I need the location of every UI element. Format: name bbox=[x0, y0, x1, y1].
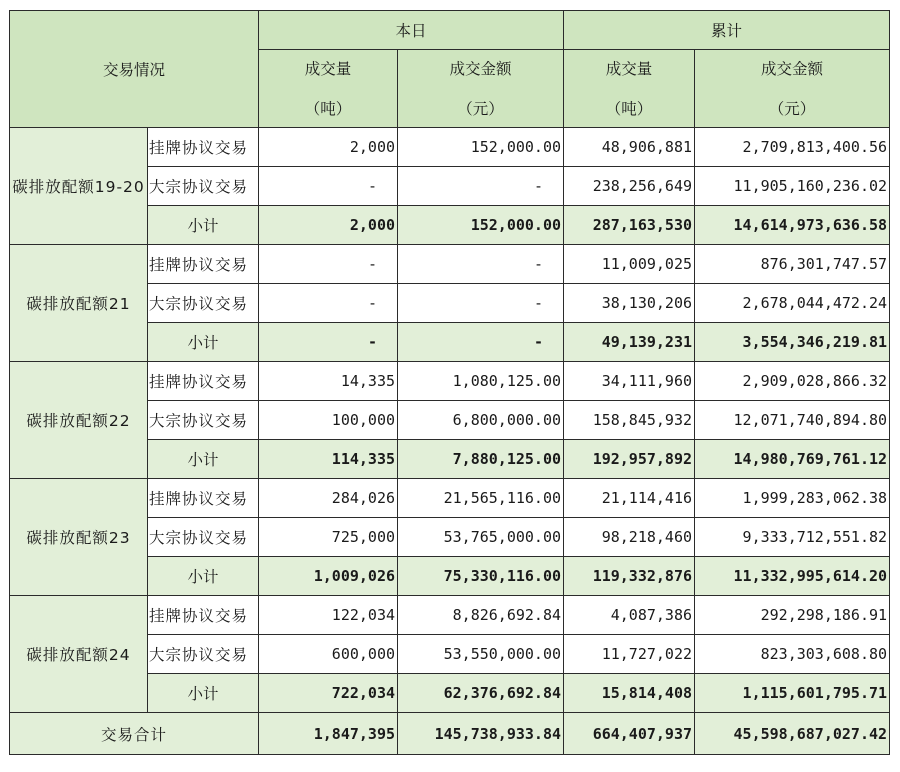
total-today-volume: 1,847,395 bbox=[259, 713, 398, 755]
today-amount-cell: - bbox=[398, 245, 564, 284]
subtotal-cum-volume: 287,163,530 bbox=[564, 206, 695, 245]
trade-type-label: 大宗协议交易 bbox=[148, 401, 259, 440]
subtotal-cum-amount: 14,980,769,761.12 bbox=[695, 440, 890, 479]
today-volume-cell: 284,026 bbox=[259, 479, 398, 518]
row-header-label: 交易情况 bbox=[10, 11, 259, 128]
today-volume-cell: - bbox=[259, 167, 398, 206]
today-volume-cell: - bbox=[259, 245, 398, 284]
cum-amount-cell: 9,333,712,551.82 bbox=[695, 518, 890, 557]
cum-volume-cell: 11,727,022 bbox=[564, 635, 695, 674]
cum-volume-cell: 34,111,960 bbox=[564, 362, 695, 401]
subtotal-today-amount: 62,376,692.84 bbox=[398, 674, 564, 713]
trade-type-label: 大宗协议交易 bbox=[148, 518, 259, 557]
total-cum-amount: 45,598,687,027.42 bbox=[695, 713, 890, 755]
subtotal-cum-amount: 1,115,601,795.71 bbox=[695, 674, 890, 713]
cum-amount-cell: 876,301,747.57 bbox=[695, 245, 890, 284]
cum-volume-cell: 4,087,386 bbox=[564, 596, 695, 635]
today-amount-cell: 53,550,000.00 bbox=[398, 635, 564, 674]
subtotal-label: 小计 bbox=[148, 323, 259, 362]
cum-amount-cell: 2,678,044,472.24 bbox=[695, 284, 890, 323]
subtotal-label: 小计 bbox=[148, 674, 259, 713]
cum-volume-cell: 21,114,416 bbox=[564, 479, 695, 518]
today-volume-cell: 100,000 bbox=[259, 401, 398, 440]
subtotal-label: 小计 bbox=[148, 557, 259, 596]
cum-amount-cell: 292,298,186.91 bbox=[695, 596, 890, 635]
today-volume-cell: 725,000 bbox=[259, 518, 398, 557]
subtotal-today-volume: - bbox=[259, 323, 398, 362]
trade-type-label: 大宗协议交易 bbox=[148, 167, 259, 206]
subtotal-cum-volume: 192,957,892 bbox=[564, 440, 695, 479]
cum-volume-cell: 238,256,649 bbox=[564, 167, 695, 206]
cum-volume-cell: 48,906,881 bbox=[564, 128, 695, 167]
allowance-category: 碳排放配额24 bbox=[10, 596, 148, 713]
cum-amount-cell: 11,905,160,236.02 bbox=[695, 167, 890, 206]
trade-type-label: 挂牌协议交易 bbox=[148, 362, 259, 401]
cum-amount-unit: （元） bbox=[695, 89, 890, 128]
table-row bbox=[10, 362, 890, 401]
today-amount-cell: 21,565,116.00 bbox=[398, 479, 564, 518]
cum-volume-header: 成交量 bbox=[564, 50, 695, 89]
cum-amount-cell: 823,303,608.80 bbox=[695, 635, 890, 674]
total-cum-volume: 664,407,937 bbox=[564, 713, 695, 755]
cum-amount-cell: 12,071,740,894.80 bbox=[695, 401, 890, 440]
cum-volume-cell: 98,218,460 bbox=[564, 518, 695, 557]
allowance-category: 碳排放配额19-20 bbox=[10, 128, 148, 245]
cum-amount-cell: 2,709,813,400.56 bbox=[695, 128, 890, 167]
today-amount-header: 成交金额 bbox=[398, 50, 564, 89]
today-volume-unit: （吨） bbox=[259, 89, 398, 128]
total-label: 交易合计 bbox=[10, 713, 259, 755]
subtotal-cum-amount: 3,554,346,219.81 bbox=[695, 323, 890, 362]
today-header: 本日 bbox=[259, 11, 564, 50]
subtotal-cum-volume: 119,332,876 bbox=[564, 557, 695, 596]
cum-volume-cell: 158,845,932 bbox=[564, 401, 695, 440]
today-volume-cell: 600,000 bbox=[259, 635, 398, 674]
cumulative-header: 累计 bbox=[564, 11, 890, 50]
today-volume-cell: 2,000 bbox=[259, 128, 398, 167]
today-amount-cell: 6,800,000.00 bbox=[398, 401, 564, 440]
total-today-amount: 145,738,933.84 bbox=[398, 713, 564, 755]
subtotal-cum-volume: 49,139,231 bbox=[564, 323, 695, 362]
subtotal-today-amount: 75,330,116.00 bbox=[398, 557, 564, 596]
trading-summary-table-container bbox=[9, 10, 890, 755]
trading-summary-table bbox=[9, 10, 890, 755]
trade-type-label: 大宗协议交易 bbox=[148, 284, 259, 323]
subtotal-today-volume: 114,335 bbox=[259, 440, 398, 479]
allowance-category: 碳排放配额23 bbox=[10, 479, 148, 596]
trade-type-label: 挂牌协议交易 bbox=[148, 479, 259, 518]
table-row bbox=[10, 596, 890, 635]
trade-type-label: 挂牌协议交易 bbox=[148, 245, 259, 284]
cum-amount-cell: 2,909,028,866.32 bbox=[695, 362, 890, 401]
today-volume-cell: - bbox=[259, 284, 398, 323]
cum-volume-cell: 11,009,025 bbox=[564, 245, 695, 284]
table-row bbox=[10, 245, 890, 284]
cum-volume-cell: 38,130,206 bbox=[564, 284, 695, 323]
today-amount-unit: （元） bbox=[398, 89, 564, 128]
allowance-category: 碳排放配额22 bbox=[10, 362, 148, 479]
table-row bbox=[10, 128, 890, 167]
subtotal-today-volume: 722,034 bbox=[259, 674, 398, 713]
today-volume-cell: 122,034 bbox=[259, 596, 398, 635]
today-amount-cell: 53,765,000.00 bbox=[398, 518, 564, 557]
cum-amount-header: 成交金额 bbox=[695, 50, 890, 89]
today-amount-cell: 152,000.00 bbox=[398, 128, 564, 167]
today-amount-cell: - bbox=[398, 284, 564, 323]
cum-volume-unit: （吨） bbox=[564, 89, 695, 128]
subtotal-cum-amount: 14,614,973,636.58 bbox=[695, 206, 890, 245]
allowance-category: 碳排放配额21 bbox=[10, 245, 148, 362]
subtotal-today-volume: 2,000 bbox=[259, 206, 398, 245]
subtotal-today-amount: 7,880,125.00 bbox=[398, 440, 564, 479]
subtotal-cum-amount: 11,332,995,614.20 bbox=[695, 557, 890, 596]
today-volume-cell: 14,335 bbox=[259, 362, 398, 401]
today-amount-cell: 1,080,125.00 bbox=[398, 362, 564, 401]
subtotal-label: 小计 bbox=[148, 440, 259, 479]
table-body bbox=[10, 128, 890, 755]
subtotal-today-amount: - bbox=[398, 323, 564, 362]
subtotal-today-volume: 1,009,026 bbox=[259, 557, 398, 596]
cum-amount-cell: 1,999,283,062.38 bbox=[695, 479, 890, 518]
trade-type-label: 大宗协议交易 bbox=[148, 635, 259, 674]
table-row bbox=[10, 479, 890, 518]
trade-type-label: 挂牌协议交易 bbox=[148, 596, 259, 635]
subtotal-label: 小计 bbox=[148, 206, 259, 245]
subtotal-cum-volume: 15,814,408 bbox=[564, 674, 695, 713]
subtotal-today-amount: 152,000.00 bbox=[398, 206, 564, 245]
trade-type-label: 挂牌协议交易 bbox=[148, 128, 259, 167]
today-amount-cell: - bbox=[398, 167, 564, 206]
today-volume-header: 成交量 bbox=[259, 50, 398, 89]
total-row bbox=[10, 713, 890, 755]
today-amount-cell: 8,826,692.84 bbox=[398, 596, 564, 635]
